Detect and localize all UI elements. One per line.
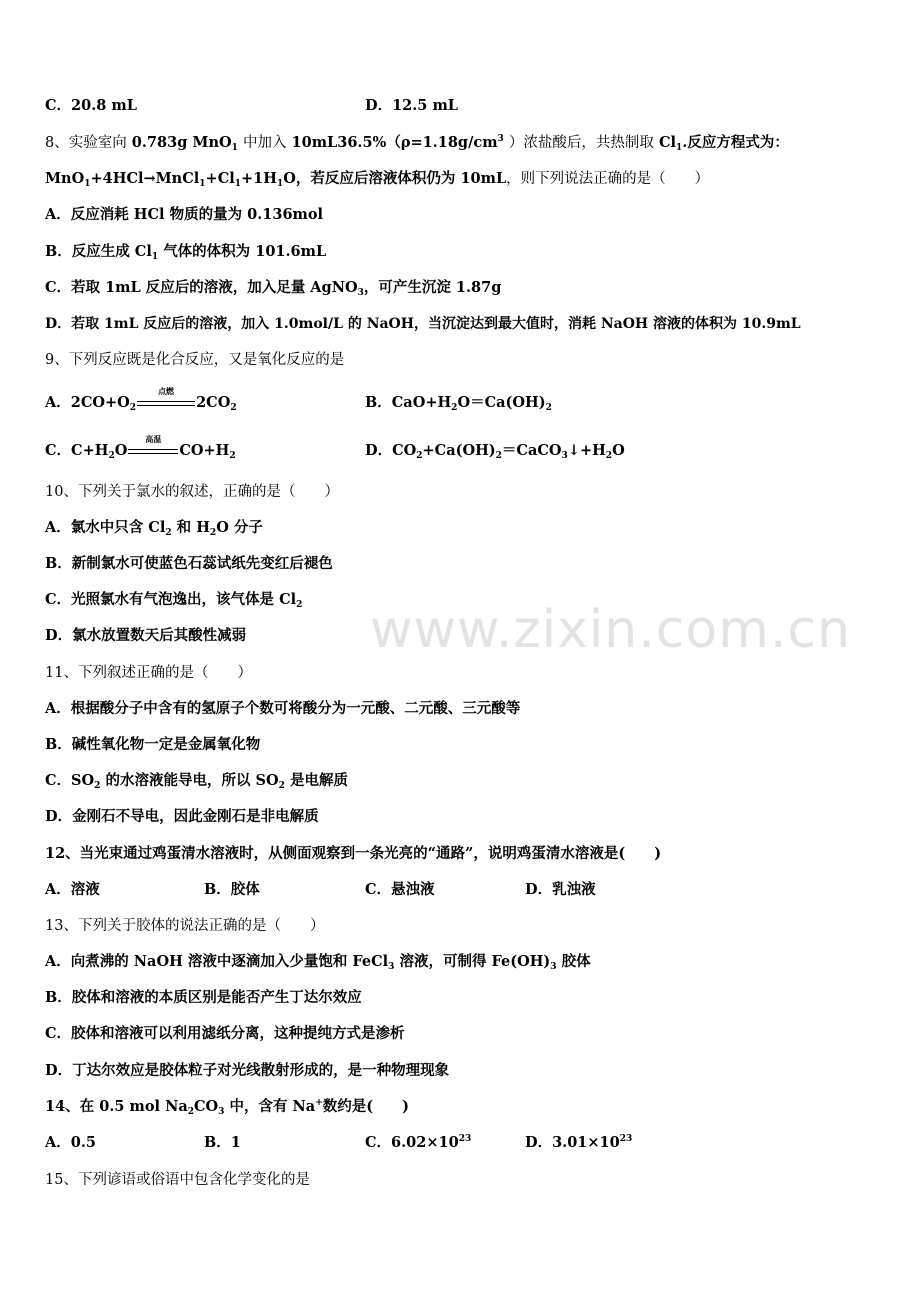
q10-option-c: C．光照氯水有气泡逸出，该气体是 $Cl_2$	[45, 591, 303, 610]
q9-option-b: B．$CaO+H_2O=Ca(OH)_2$	[365, 394, 552, 413]
q12-option-b: B．胶体	[204, 881, 260, 898]
q14-option-b: B．1	[204, 1134, 241, 1151]
q13-option-b: B．胶体和溶液的本质区别是能否产生丁达尔效应	[45, 989, 362, 1006]
q11-option-a: A．根据酸分子中含有的氢原子个数可将酸分为一元酸、二元酸、三元酸等	[45, 700, 521, 717]
q8-equation-line: $MnO_1+4HCl\to MnCl_1+Cl_1+1H_1O$，若反应后溶液体积仍为 10mL，则下列说法正确的是（ ）	[45, 170, 710, 189]
watermark: www.zixin.com.cn	[370, 600, 851, 660]
q9-option-d: D．$CO_2+Ca(OH)_2=CaCO_3↓+H_2O$	[365, 442, 625, 461]
q10-option-b: B．新制氯水可使蓝色石蕊试纸先变红后褪色	[45, 555, 333, 572]
reaction-arrow-icon: 点燃	[137, 396, 195, 410]
q12-stem: 12、当光束通过鸡蛋清水溶液时，从侧面观察到一条光亮的“通路”，说明鸡蛋清水溶液是( )	[45, 845, 662, 862]
q11-option-b: B．碱性氧化物一定是金属氧化物	[45, 736, 261, 753]
reaction-arrow-icon: 高温	[128, 444, 178, 458]
q13-option-a: A．向煮沸的 NaOH 溶液中逐滴加入少量饱和 FeCl$_3$ 溶液，可制得 $Fe(OH)_3$ 胶体	[45, 953, 591, 972]
q9-option-c: C．$C+H_2O$ 高温 $CO+H_2$	[45, 434, 236, 461]
q13-stem: 13、下列关于胶体的说法正确的是（ ）	[45, 918, 325, 934]
q14-stem: 14、在 0.5 mol $Na_2CO_3$ 中，含有 Na+数约是( )	[45, 1098, 409, 1117]
q8-stem: 8、实验室向 0.783g MnO$_1$ 中加入 $10mL36.5\%(\rho=1.18g/cm^3$ ）浓盐酸后，共热制取 $Cl_1$.反应方程式为：	[45, 134, 789, 153]
q13-option-c: C．胶体和溶液可以利用滤纸分离，这种提纯方式是渗析	[45, 1025, 405, 1042]
q9-stem: 9、下列反应既是化合反应，又是氧化反应的是	[45, 352, 345, 368]
q8-option-b: B．反应生成 $Cl_1$ 气体的体积为 101.6mL	[45, 243, 327, 262]
q10-stem: 10、下列关于氯水的叙述，正确的是（ ）	[45, 484, 339, 500]
q7-option-d: D．12.5 mL	[365, 97, 458, 114]
q11-option-d: D．金刚石不导电，因此金刚石是非电解质	[45, 808, 319, 825]
q10-option-a: A．氯水中只含 $Cl_2$ 和 $H_2O$ 分子	[45, 519, 263, 538]
q13-option-d: D．丁达尔效应是胶体粒子对光线散射形成的，是一种物理现象	[45, 1062, 450, 1079]
q12-option-c: C．悬浊液	[365, 881, 435, 898]
q7-option-c: C．20.8 mL	[45, 97, 137, 114]
q12-option-d: D．乳浊液	[525, 881, 596, 898]
q14-option-d: D．$3.01\times 10^{23}$	[525, 1134, 633, 1151]
q14-option-c: C．$6.02\times 10^{23}$	[365, 1134, 472, 1151]
q8-option-a: A．反应消耗 HCl 物质的量为 0.136mol	[45, 206, 324, 223]
q11-stem: 11、下列叙述正确的是（ ）	[45, 665, 252, 681]
q15-stem: 15、下列谚语或俗语中包含化学变化的是	[45, 1172, 310, 1188]
q11-option-c: C．$SO_2$ 的水溶液能导电，所以 $SO_2$ 是电解质	[45, 772, 348, 791]
q14-option-a: A．0.5	[45, 1134, 96, 1151]
q8-option-d: D．若取 1mL 反应后的溶液，加入 1.0mol/L 的 NaOH，当沉淀达到最大值时，消耗 NaOH 溶液的体积为 10.9mL	[45, 316, 801, 332]
q10-option-d: D．氯水放置数天后其酸性减弱	[45, 627, 247, 644]
q9-option-a: A．$2CO+O_2$ 点燃 $2CO_2$	[45, 386, 237, 413]
q8-option-c: C．若取 1mL 反应后的溶液，加入足量 AgNO$_3$，可产生沉淀 1.87g	[45, 279, 502, 298]
q12-option-a: A．溶液	[45, 881, 100, 898]
